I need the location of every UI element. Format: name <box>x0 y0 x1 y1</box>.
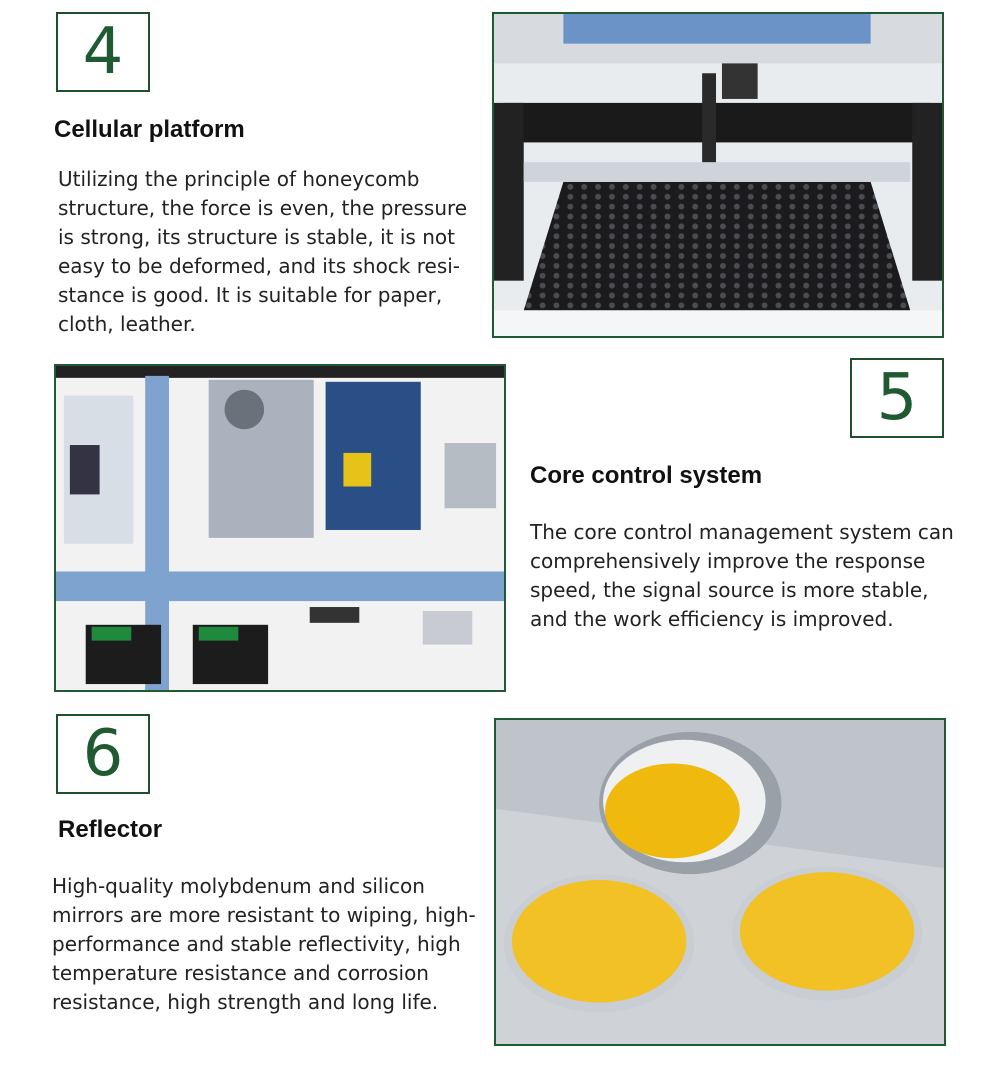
section-number-text: 4 <box>82 15 124 89</box>
section-number-5 <box>850 358 944 438</box>
description-line: mirrors are more resistant to wiping, high- <box>52 903 476 927</box>
control-system-photo <box>54 364 506 692</box>
description-line: cloth, leather. <box>58 312 196 336</box>
description-line: Utilizing the principle of honeycomb <box>58 167 420 191</box>
description-line: easy to be deformed, and its shock resi- <box>58 254 461 278</box>
reflector-mirrors-photo <box>494 718 946 1046</box>
section-number-text: 5 <box>876 361 918 435</box>
description-line: The core control management system can <box>530 520 954 544</box>
description-line: stance is good. It is suitable for paper, <box>58 283 443 307</box>
description-line: temperature resistance and corrosion <box>52 961 429 985</box>
section-title-core-control-system: Core control system <box>530 462 763 489</box>
description-line: is strong, its structure is stable, it is not <box>58 225 455 249</box>
section-number-text: 6 <box>82 717 124 791</box>
description-line: structure, the force is even, the pressure <box>58 196 468 220</box>
section-title-reflector: Reflector <box>58 816 163 843</box>
section-number-4 <box>56 12 150 92</box>
description-line: performance and stable reflectivity, high <box>52 932 461 956</box>
description-line: and the work efficiency is improved. <box>530 607 894 631</box>
section-description-reflector <box>52 872 476 1017</box>
section-title-cellular-platform: Cellular platform <box>54 116 245 143</box>
section-description-cellular-platform <box>58 165 467 339</box>
description-line: High-quality molybdenum and silicon <box>52 874 425 898</box>
honeycomb-platform-photo <box>492 12 944 338</box>
description-line: comprehensively improve the response <box>530 549 926 573</box>
section-number-6 <box>56 714 150 794</box>
description-line: resistance, high strength and long life. <box>52 990 439 1014</box>
description-line: speed, the signal source is more stable, <box>530 578 929 602</box>
section-description-core-control-system <box>530 518 954 634</box>
